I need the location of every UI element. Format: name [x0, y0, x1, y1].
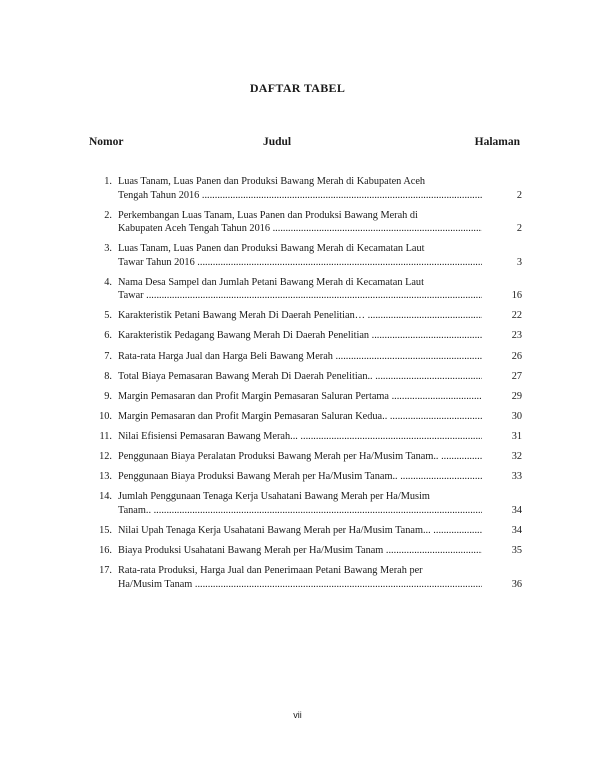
toc-entry[interactable]	[0, 276, 595, 303]
toc-entry[interactable]	[0, 544, 595, 558]
column-header-halaman: Halaman	[474, 136, 520, 148]
toc-entry-title-line: Tengah Tahun 2016 .....	[118, 189, 482, 203]
toc-entry-title-line: Margin Pemasaran dan Profit Margin Pemasaran Saluran Pertama .....	[118, 390, 482, 404]
toc-entry-title	[118, 390, 482, 404]
toc-entry-title	[118, 242, 482, 269]
toc-entry-title-line: Rata-rata Harga Jual dan Harga Beli Bawang Merah .....	[118, 350, 482, 364]
toc-entry-number: 15.	[99, 524, 112, 536]
toc-entry-title-line: Nama Desa Sampel dan Jumlah Petani Bawang Merah di Kecamatan Laut	[118, 276, 424, 288]
toc-entry-number: 1.	[104, 176, 112, 187]
toc-entry-title-line: Luas Tanam, Luas Panen dan Produksi Bawang Merah di Kabupaten Aceh	[118, 176, 426, 187]
toc-entry-number: 8.	[104, 370, 112, 382]
toc-entry-title	[118, 410, 482, 424]
toc-entry-title	[118, 329, 482, 343]
toc-entry-page: 3	[516, 256, 522, 268]
toc-entry[interactable]	[0, 329, 595, 343]
toc-entry-title	[118, 544, 482, 558]
toc-entry[interactable]	[0, 309, 595, 323]
toc-entry-page: 31	[511, 430, 522, 442]
toc-entry-title-line: Karakteristik Pedagang Bawang Merah Di Daerah Penelitian .....	[118, 329, 482, 343]
page-number: vii	[293, 710, 302, 720]
toc-entry-page: 36	[511, 578, 522, 590]
toc-entry-page: 34	[511, 504, 522, 516]
column-header-judul: Judul	[263, 136, 292, 148]
toc-entry-title-line: Penggunaan Biaya Peralatan Produksi Bawang Merah per Ha/Musim Tanam.. .....	[118, 450, 482, 464]
toc-entry-number: 10.	[99, 410, 112, 422]
toc-entry-page: 30	[511, 410, 522, 422]
toc-entry-number: 13.	[99, 471, 112, 483]
toc-entry-number: 3.	[104, 243, 112, 255]
toc-entry-page: 29	[511, 390, 522, 402]
toc-entry[interactable]	[0, 430, 595, 444]
toc-entry[interactable]	[0, 410, 595, 424]
page-title: DAFTAR TABEL	[249, 81, 346, 95]
toc-entry-number: 5.	[104, 310, 112, 322]
toc-entry-page: 33	[511, 471, 522, 483]
toc-entry-page: 2	[516, 189, 522, 201]
toc-entry-title-line: Tawar .....	[118, 289, 482, 303]
toc-entry-title-line: Perkembangan Luas Tanam, Luas Panen dan Produksi Bawang Merah di	[118, 209, 418, 221]
toc-entry[interactable]	[0, 524, 595, 538]
toc-entry-number: 16.	[99, 544, 112, 556]
toc-entry-page: 34	[511, 524, 522, 536]
toc-entry-title	[118, 564, 482, 591]
toc-entry-page: 32	[511, 451, 522, 463]
toc-entry[interactable]	[0, 564, 595, 591]
toc-entry-number: 17.	[99, 565, 112, 576]
toc-entry-title-line: Tawar Tahun 2016 .....	[118, 256, 482, 270]
toc-entry-page: 2	[516, 223, 522, 235]
toc-entry-title	[118, 209, 482, 236]
toc-entry-page: 26	[511, 350, 522, 362]
toc-entry-number: 9.	[104, 390, 112, 402]
toc-entry-number: 4.	[104, 276, 112, 288]
toc-entry[interactable]	[0, 175, 595, 202]
toc-entry-title	[118, 490, 482, 517]
toc-entry-page: 23	[511, 330, 522, 342]
toc-entry-number: 7.	[104, 350, 112, 362]
toc-entry-title	[118, 524, 482, 538]
toc-entry-page: 22	[511, 310, 522, 322]
toc-entry-title	[118, 470, 482, 484]
toc-entry-title	[118, 350, 482, 364]
column-header-nomor: Nomor	[89, 136, 124, 148]
toc-entry-title-line: Luas Tanam, Luas Panen dan Produksi Bawang Merah di Kecamatan Laut	[118, 243, 425, 255]
toc-entry[interactable]	[0, 370, 595, 384]
table-of-contents-list	[0, 175, 595, 598]
toc-entry-title-line: Ha/Musim Tanam .....	[118, 578, 482, 592]
toc-entry-title-line: Jumlah Penggunaan Tenaga Kerja Usahatani Bawang Merah per Ha/Musim	[118, 491, 430, 503]
toc-entry-title-line: Karakteristik Petani Bawang Merah Di Daerah Penelitian… .....	[118, 309, 482, 323]
toc-entry[interactable]	[0, 470, 595, 484]
toc-entry-number: 14.	[99, 491, 112, 503]
toc-entry-title-line: Tanam.. .....	[118, 504, 482, 518]
toc-entry-title-line: Nilai Upah Tenaga Kerja Usahatani Bawang Merah per Ha/Musim Tanam... .....	[118, 524, 482, 538]
toc-entry-number: 11.	[99, 430, 112, 442]
toc-entry-title-line: Kabupaten Aceh Tengah Tahun 2016 .....	[118, 222, 482, 236]
toc-entry[interactable]	[0, 242, 595, 269]
toc-entry-title	[118, 276, 482, 303]
toc-entry[interactable]	[0, 209, 595, 236]
toc-entry-title	[118, 430, 482, 444]
toc-entry-title	[118, 309, 482, 323]
toc-entry[interactable]	[0, 350, 595, 364]
toc-entry-page: 35	[511, 544, 522, 556]
toc-entry-title	[118, 370, 482, 384]
toc-entry-title-line: Margin Pemasaran dan Profit Margin Pemasaran Saluran Kedua.. .....	[118, 410, 482, 424]
toc-entry[interactable]	[0, 390, 595, 404]
toc-entry-title-line: Total Biaya Pemasaran Bawang Merah Di Daerah Penelitian.. .....	[118, 370, 482, 384]
toc-entry-title	[118, 175, 482, 202]
toc-entry-number: 2.	[104, 209, 112, 221]
toc-entry-page: 27	[511, 370, 522, 382]
toc-entry-title-line: Biaya Produksi Usahatani Bawang Merah per Ha/Musim Tanam .....	[118, 544, 482, 558]
toc-entry-number: 6.	[104, 330, 112, 342]
toc-entry[interactable]	[0, 490, 595, 517]
toc-entry-page: 16	[511, 290, 522, 302]
toc-entry-title-line: Rata-rata Produksi, Harga Jual dan Penerimaan Petani Bawang Merah per	[118, 565, 423, 576]
toc-entry-title	[118, 450, 482, 464]
toc-entry-number: 12.	[99, 451, 112, 463]
toc-entry[interactable]	[0, 450, 595, 464]
toc-entry-title-line: Penggunaan Biaya Produksi Bawang Merah per Ha/Musim Tanam.. .....	[118, 470, 482, 484]
toc-entry-title-line: Nilai Efisiensi Pemasaran Bawang Merah... .....	[118, 430, 482, 444]
